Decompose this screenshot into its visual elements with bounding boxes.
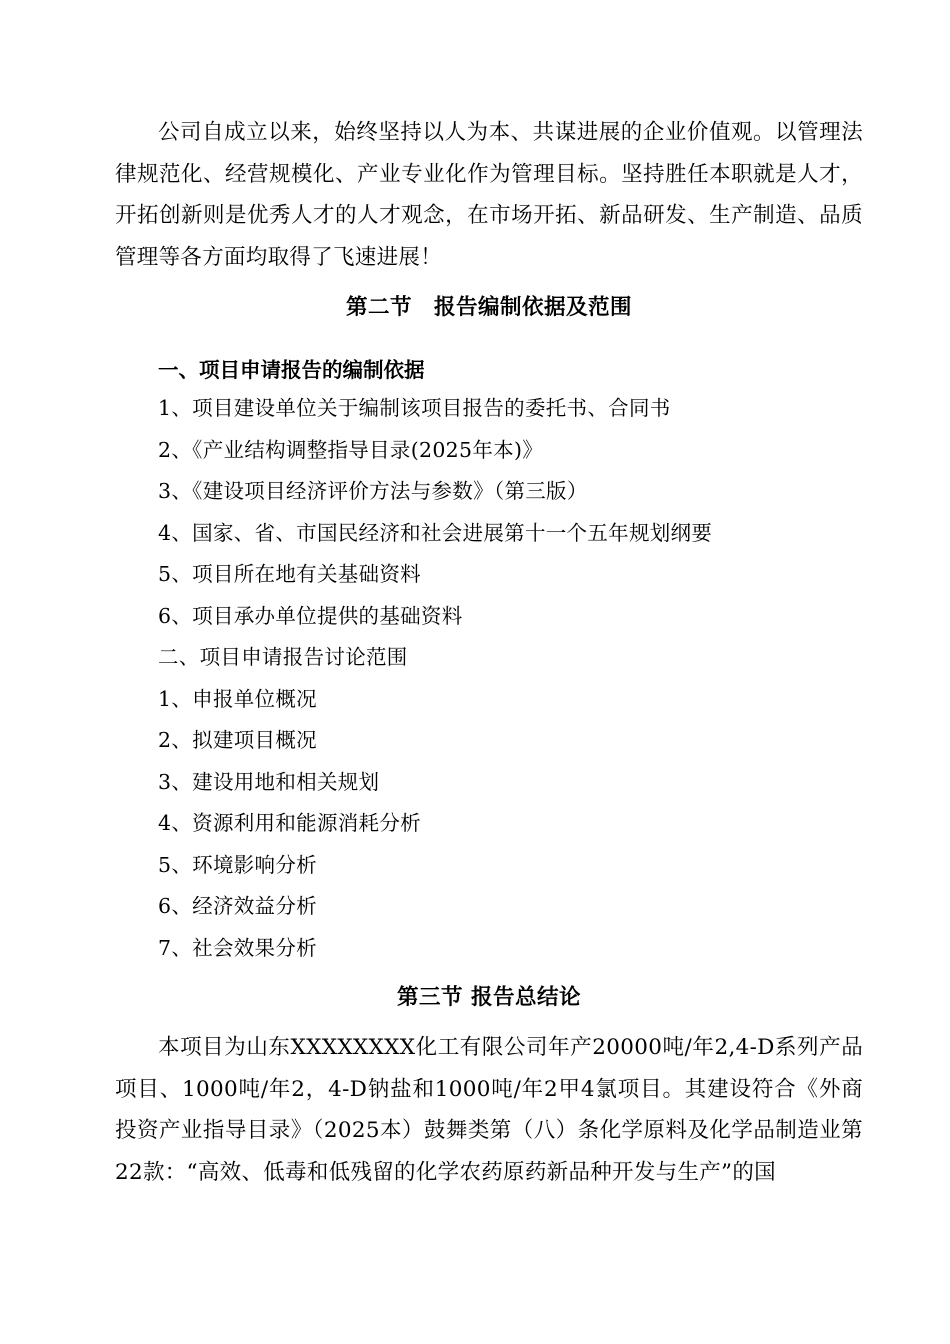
- basis-list: [115, 388, 863, 637]
- document-page: [115, 112, 863, 1193]
- scope-list: [115, 679, 863, 970]
- list-item: 6、项目承办单位提供的基础资料: [158, 603, 463, 628]
- section2-title: 第二节 报告编制依据及范围: [345, 295, 632, 320]
- conclusion-paragraph: 本项目为山东XXXXXXXX化工有限公司年产20000吨/年2,4-D系列产品项目、1000吨/年2，4-D钠盐和1000吨/年2甲4氯项目。其建设符合《外商投资产业指导目录》（2025本）鼓舞类第（八）条化学原料及化学品制造业第22款：“高效、低毒和低残留的化学农药原药新品种开发与生产”的国: [115, 1035, 863, 1185]
- list-item: 5、项目所在地有关基础资料: [158, 562, 421, 586]
- section3-title: 第三节 报告总结论: [397, 985, 581, 1010]
- list-item: 3、《建设项目经济评价方法与参数》（第三版）: [158, 479, 588, 503]
- list-item: 7、社会效果分析: [158, 935, 317, 960]
- intro-paragraph: 公司自成立以来，始终坚持以人为本、共谋进展的企业价值观。以管理法律规范化、经营规模化、产业专业化作为管理目标。坚持胜任本职就是人才，开拓创新则是优秀人才的人才观念，在市场开拓、新品研发、生产制造、品质管理等各方面均取得了飞速进展！: [115, 120, 863, 270]
- list-item: 2、拟建项目概况: [158, 728, 317, 752]
- scope-heading: 二、项目申请报告讨论范围: [158, 645, 408, 669]
- basis-heading: 一、项目申请报告的编制依据: [158, 358, 425, 382]
- list-item: 4、国家、省、市国民经济和社会进展第十一个五年规划纲要: [158, 520, 713, 545]
- list-item: 5、环境影响分析: [158, 852, 317, 877]
- list-item: 1、项目建设单位关于编制该项目报告的委托书、合同书: [158, 396, 671, 420]
- list-item: 3、建设用地和相关规划: [158, 769, 380, 794]
- list-item: 6、经济效益分析: [158, 894, 317, 918]
- list-item: 2、《产业结构调整指导目录(2025年本)》: [158, 437, 544, 462]
- list-item: 4、资源利用和能源消耗分析: [158, 811, 421, 835]
- list-item: 1、申报单位概况: [158, 686, 317, 711]
